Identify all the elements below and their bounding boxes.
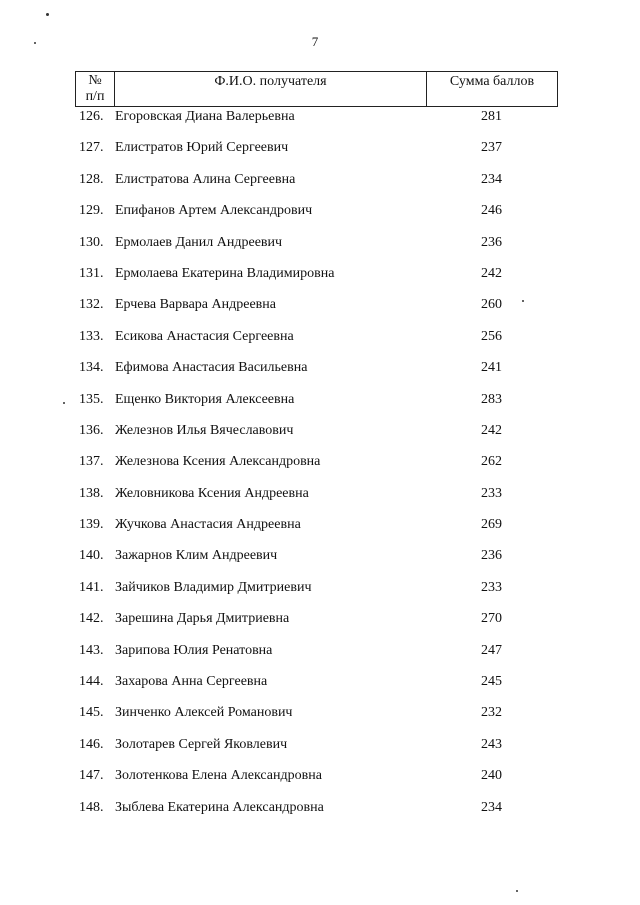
row-number: 133. [79,328,104,344]
table-row [0,327,640,358]
recipient-name: Зарешина Дарья Дмитриевна [115,611,290,627]
recipient-name: Железнов Илья Вячеславович [115,422,294,438]
score-value: 233 [481,579,502,595]
table-row [0,201,640,232]
header-score-column: Сумма баллов [449,74,535,89]
row-number: 138. [79,485,104,501]
table-row [0,484,640,515]
recipient-name: Елистратов Юрий Сергеевич [115,140,289,156]
score-value: 237 [481,140,502,156]
scan-speck [46,13,49,16]
row-number: 142. [79,611,104,627]
row-number: 128. [79,171,104,187]
row-number: 137. [79,454,104,470]
recipient-name: Есикова Анастасия Сергеевна [115,328,294,344]
row-number: 131. [79,265,104,281]
score-value: 269 [481,517,502,533]
score-value: 245 [481,674,502,690]
score-value: 236 [481,234,502,250]
header-number-column [76,72,115,106]
recipient-list [0,107,640,829]
table-row [0,358,640,389]
scan-speck [516,890,518,892]
table-row [0,766,640,797]
score-value: 232 [481,705,502,721]
row-number: 129. [79,203,104,219]
table-row [0,735,640,766]
table-row [0,170,640,201]
row-number: 126. [79,109,104,124]
table-row [0,641,640,672]
row-number: 136. [79,422,104,438]
table-row [0,421,640,452]
table-row [0,390,640,421]
recipient-name: Зинченко Алексей Романович [115,705,293,721]
table-header [75,71,558,107]
row-number: 143. [79,642,104,658]
score-value: 247 [481,642,502,658]
table-row [0,233,640,264]
table-row [0,452,640,483]
recipient-name: Жучкова Анастасия Андреевна [115,517,301,533]
row-number: 130. [79,234,104,250]
table-row [0,703,640,734]
recipient-name: Ещенко Виктория Алексеевна [115,391,295,407]
score-value: 283 [481,391,502,407]
row-number: 127. [79,140,104,156]
score-value: 234 [481,799,502,815]
recipient-name: Зажарнов Клим Андреевич [115,548,278,564]
table-row [0,672,640,703]
recipient-name: Зыблева Екатерина Александровна [115,799,324,815]
table-row [0,515,640,546]
score-value: 240 [481,768,502,784]
table-row [0,546,640,577]
recipient-name: Золотарев Сергей Яковлевич [115,736,288,752]
header-number-symbol: № [88,73,102,88]
score-value: 236 [481,548,502,564]
recipient-name: Ефимова Анастасия Васильевна [115,360,308,376]
table-row [0,107,640,138]
table-row [0,578,640,609]
recipient-name: Егоровская Диана Валерьевна [115,109,295,124]
recipient-name: Ерчева Варвара Андреевна [115,297,276,313]
row-number: 141. [79,579,104,595]
recipient-name: Железнова Ксения Александровна [115,454,321,470]
recipient-name: Золотенкова Елена Александровна [115,768,322,784]
table-row [0,295,640,326]
score-value: 234 [481,171,502,187]
table-row [0,798,640,829]
header-name-column: Ф.И.О. получателя [115,72,427,106]
table-row [0,264,640,295]
table-row [0,609,640,640]
row-number: 140. [79,548,104,564]
recipient-name: Захарова Анна Сергеевна [115,674,268,690]
recipient-name: Епифанов Артем Александрович [115,203,313,219]
row-number: 147. [79,768,104,784]
score-value: 243 [481,736,502,752]
recipient-name: Ермолаева Екатерина Владимировна [115,265,335,281]
page-number: 7 [311,34,319,49]
row-number: 132. [79,297,104,313]
row-number: 139. [79,517,104,533]
score-value: 270 [481,611,502,627]
row-number: 145. [79,705,104,721]
row-number: 148. [79,799,104,815]
score-value: 246 [481,203,502,219]
score-value: 260 [481,297,502,313]
recipient-name: Зарипова Юлия Ренатовна [115,642,273,658]
score-value: 233 [481,485,502,501]
score-value: 242 [481,422,502,438]
score-value: 241 [481,360,502,376]
score-value: 262 [481,454,502,470]
row-number: 146. [79,736,104,752]
score-value: 242 [481,265,502,281]
recipient-name: Зайчиков Владимир Дмитриевич [115,579,312,595]
row-number: 135. [79,391,104,407]
recipient-name: Желовникова Ксения Андреевна [115,485,309,501]
score-value: 256 [481,328,502,344]
header-number-abbrev: п/п [85,89,105,104]
row-number: 144. [79,674,104,690]
score-value: 281 [481,109,502,124]
recipient-name: Ермолаев Данил Андреевич [115,234,283,250]
row-number: 134. [79,360,104,376]
table-row [0,138,640,169]
recipient-name: Елистратова Алина Сергеевна [115,171,296,187]
